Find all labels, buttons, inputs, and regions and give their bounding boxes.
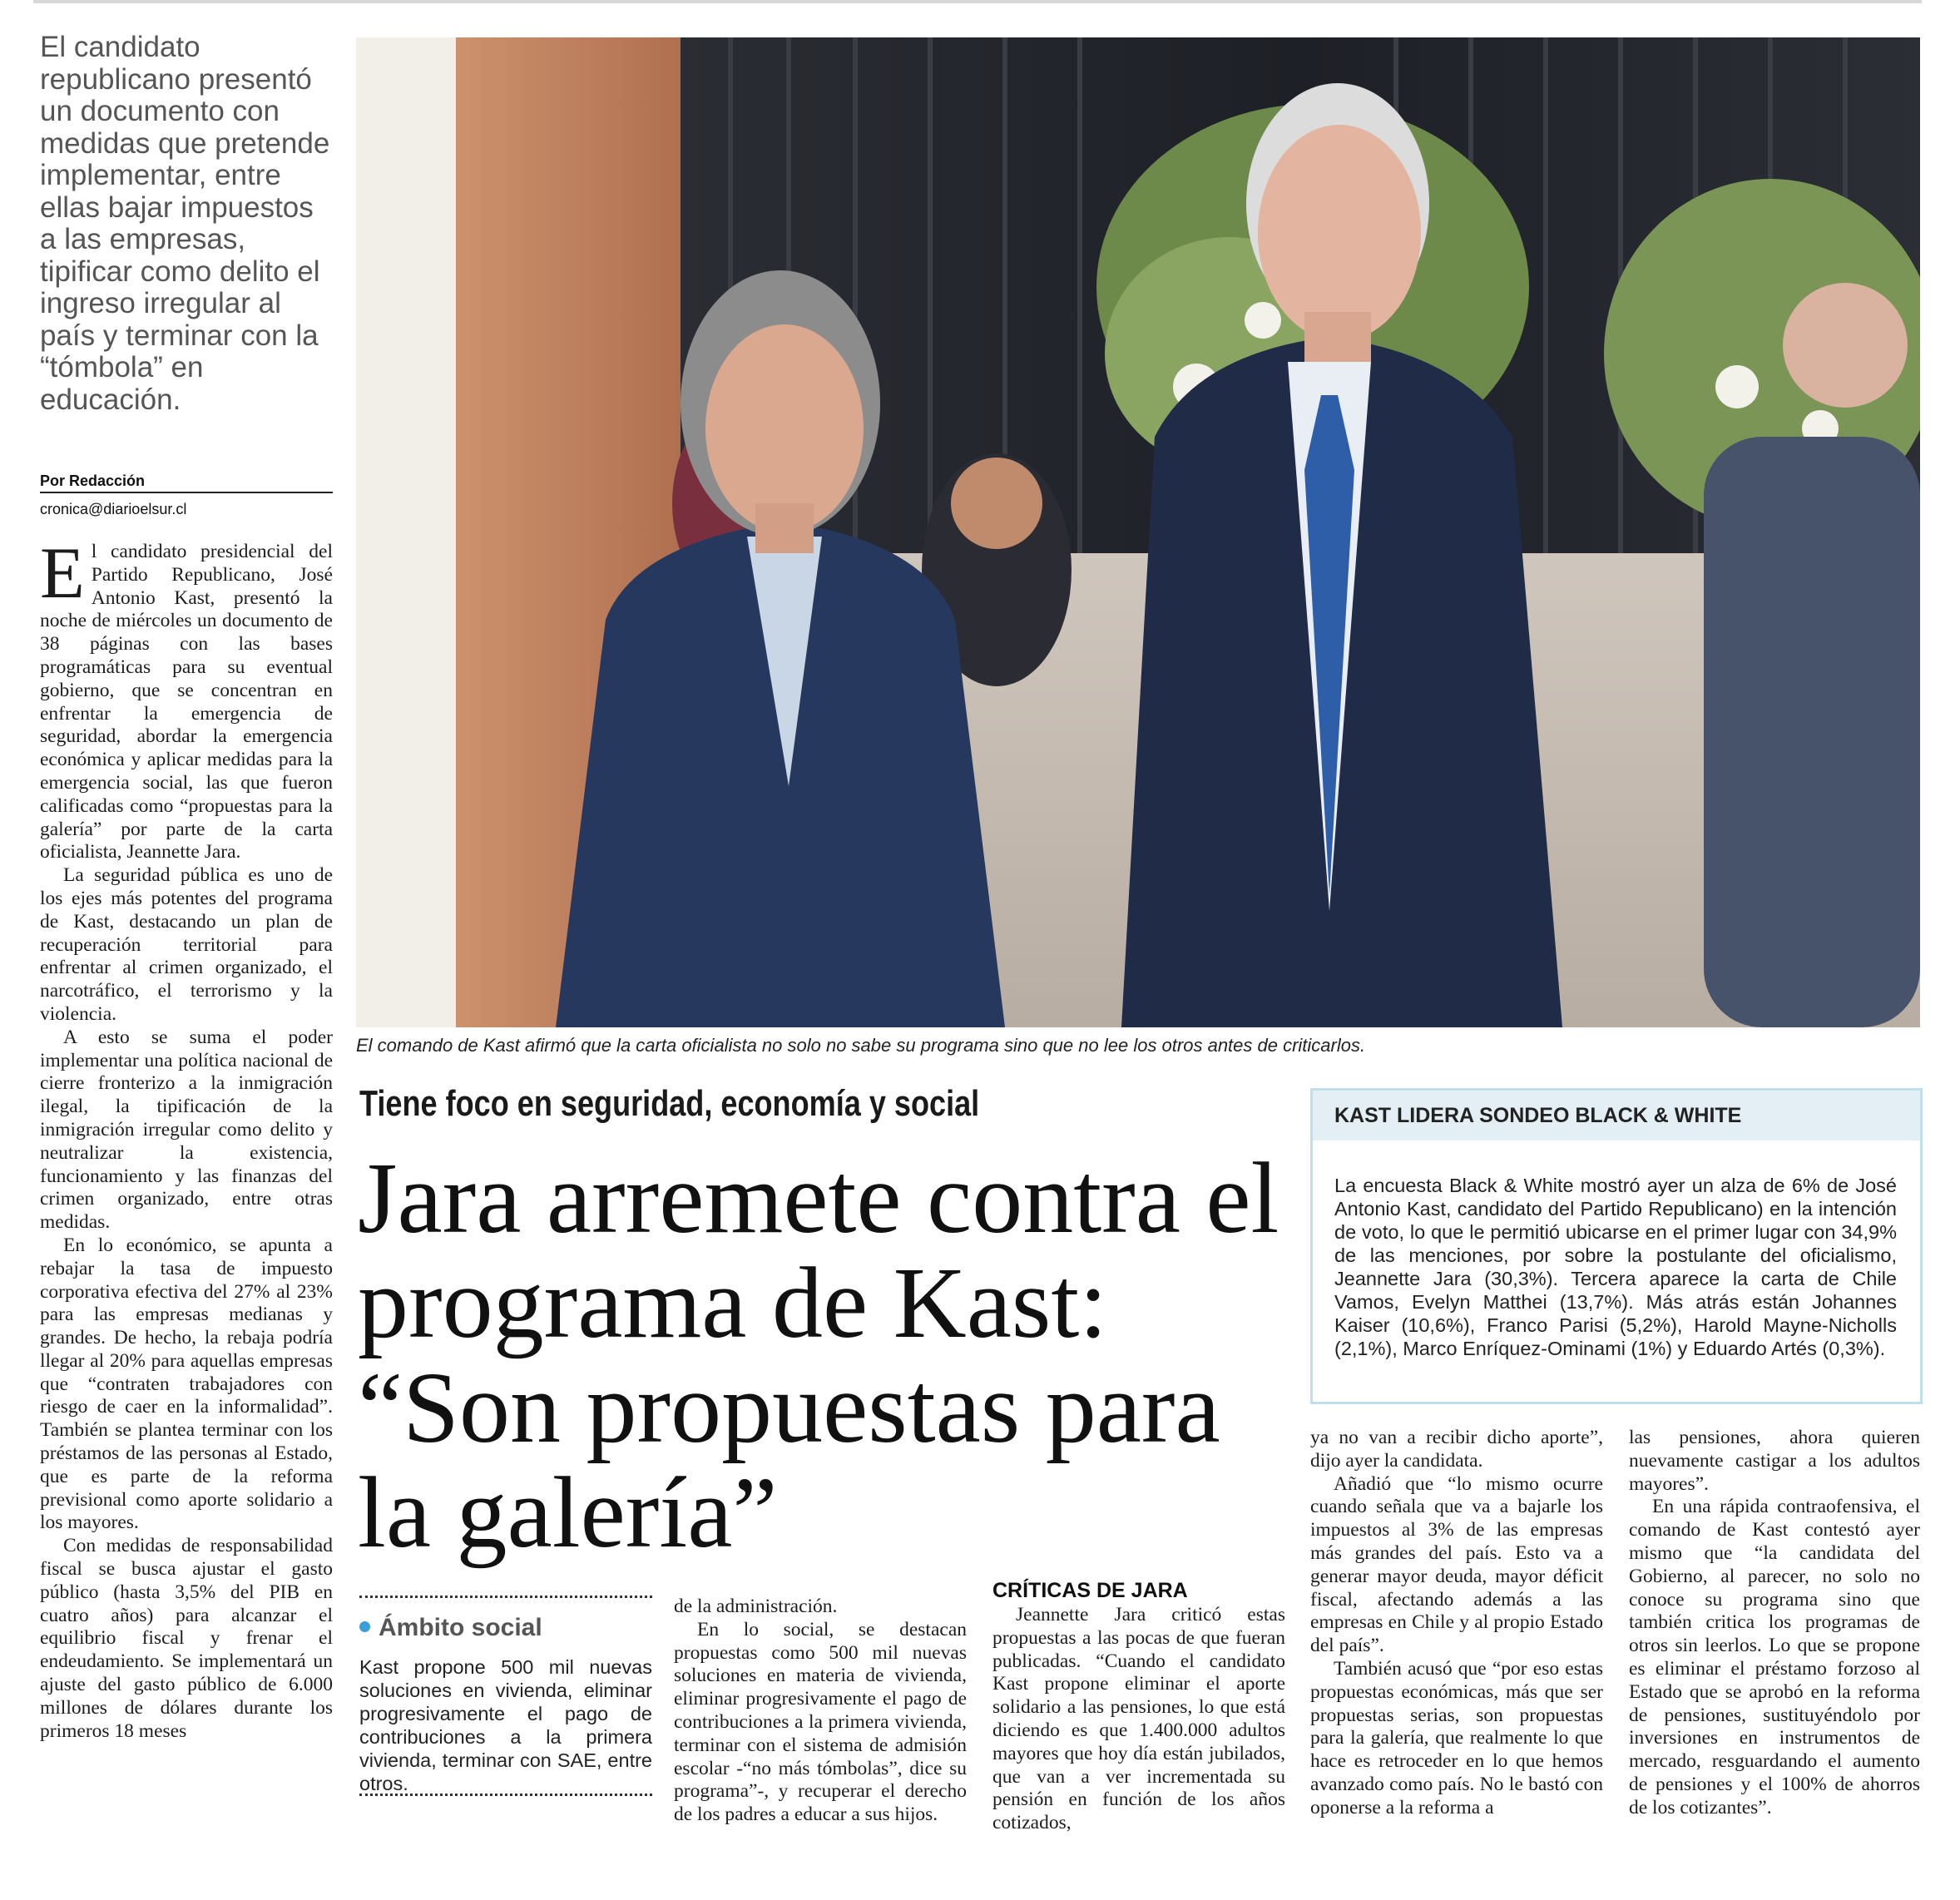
drop-cap: E — [40, 533, 85, 614]
paragraph: La seguridad pública es uno de los ejes más potentes del programa de Kast, destacando un plan de recuperación territorial para enfrentar al crimen organizado, el narcotráfico, el terrorismo y la violencia. — [40, 864, 333, 1025]
author-email[interactable]: cronica@diarioelsur.cl — [40, 501, 187, 517]
paragraph: En lo económico, se apunta a rebajar la tasa de impuesto corporativa efectiva del 27% al 23% para las empresas medianas y grandes. De hecho, la rebaja podría llegar al 20% para aquellas empresas que “contraten trabajadores con riesgo de caer en la informalidad”. También se plantea terminar con los préstamos de las personas al Estado, que es parte de la reforma previsional como aporte solidario a los mayores. — [40, 1234, 333, 1534]
byline: Por Redacción — [40, 473, 333, 493]
sidebar-box — [1310, 1088, 1923, 1404]
article-deck: El candidato republicano presentó un documento con medidas que pretende implementar, entre ellas bajar impuestos a las empresas, tipificar como delito el ingreso irregular al país y terminar con la “tómbola” en educación. — [40, 31, 330, 416]
body-column-4 — [1310, 1427, 1603, 1820]
body-column-3 — [992, 1604, 1285, 1835]
kicker: Tiene foco en seguridad, economía y social — [359, 1083, 980, 1124]
ambito-title-text: Ámbito social — [379, 1614, 542, 1641]
ambito-title — [359, 1614, 542, 1642]
ambito-body: Kast propone 500 mil nuevas soluciones en vivienda, eliminar progresivamente el pago de contribuciones a la primera vivienda, terminar con SAE, entre otros. — [359, 1656, 652, 1794]
paragraph: de la administración. — [674, 1596, 838, 1617]
paragraph: En lo social, se destacan propuestas como 500 mil nuevas soluciones en materia de vivienda, eliminar progresivamente el pago de contribuciones a la primera vivienda, terminar con el sistema de admisión escolar -“no más tómbolas”, dice su programa”-, y recuperar el derecho de los padres a educar a sus hijos. — [674, 1618, 967, 1826]
paragraph: Añadió que “lo mismo ocurre cuando señala que va a bajarle los impuestos al 3% de las empresas más grandes del país. Esto va a generar mayor deuda, mayor déficit fiscal, afectando además a las empresas en Chile y al propio Estado del país”. — [1310, 1472, 1603, 1657]
paragraph: l candidato presidencial del Partido Republicano, José Antonio Kast, presentó la noche de miércoles un documento de 38 páginas con las bases programáticas para su eventual gobierno, que se concentran en enfrentar la emergencia de seguridad, abordar la emergencia económica y aplicar medidas para la emergencia social, las que fueron calificadas como “propuestas para la galería” por parte de la carta oficialista, Jeannette Jara. — [40, 541, 333, 863]
paragraph: En una rápida contraofensiva, el comando de Kast contestó ayer mismo que “la candidata del Gobierno, al parecer, no solo no conoce su programa sino que también critica los programas de otros sin leerlos. Lo que se propone es eliminar el préstamo forzoso al Estado que se aprobó en la reforma de pensiones, sustituyéndolo por inversiones en instrumentos de mercado, resguardando el aumento de pensiones y el 100% de ahorros de los cotizantes”. — [1629, 1496, 1920, 1818]
photo-caption: El comando de Kast afirmó que la carta oficialista no solo no sabe su programa sino que no lee los otros antes de criticarlos. — [356, 1035, 1366, 1056]
paragraph: Con medidas de responsabilidad fiscal se busca ajustar el gasto público (hasta 3,5% del PIB en cuatro años) para alcanzar el equilibrio fiscal y frenar el endeudamiento. Se implementará un ajuste del gasto público de 6.000 millones de dólares durante los primeros 18 meses — [40, 1535, 333, 1742]
criticas-subhead: CRÍTICAS DE JARA — [992, 1579, 1188, 1602]
paragraph: También acusó que “por eso estas propuestas económicas, más que ser propuestas serias, son propuestas para la galería, que realmente lo que hace es retroceder en lo que hemos avanzado como país. No le bastó con oponerse a la reforma a — [1310, 1657, 1603, 1818]
paragraph: A esto se suma el poder implementar una política nacional de cierre fronterizo a la inmigración ilegal, la tipificación de la inmigración irregular como delito y neutralizar la existencia, funcionamiento y las finanzas del crimen organizado, entre otras medidas. — [40, 1026, 333, 1234]
sidebar-body: La encuesta Black & White mostró ayer un alza de 6% de José Antonio Kast, candidato del Partido Republicano) en la intención de voto, lo que le permitió ubicarse en el primer lugar con 34,9% de las menciones, por sobre la postulante del oficialismo, Jeannette Jara (30,3%). Tercera aparece la carta de Chile Vamos, Evelyn Matthei (13,7%). Más atrás están Johannes Kaiser (10,6%), Franco Parisi (5,2%), Harold Mayne-Nicholls (2,1%), Marco Enríquez-Ominami (1%) y Eduardo Artés (0,3%). — [1334, 1175, 1897, 1359]
bullet-dot-icon — [359, 1621, 370, 1632]
photo-illustration — [356, 37, 1920, 1027]
headline: Jara arremete contra el programa de Kast: “Son propuestas para la galería” — [358, 1142, 1279, 1569]
paragraph: las pensiones, ahora quieren nuevamente castigar a los adultos mayores”. — [1629, 1427, 1920, 1495]
paragraph: ya no van a recibir dicho aporte”, dijo ayer la candidata. — [1310, 1427, 1603, 1472]
paragraph: Jeannette Jara criticó estas propuestas a las pocas de que fueran publicadas. “Cuando el candidato Kast propone eliminar el aporte solidario a las pensiones, lo que está diciendo es que 1.400.000 adultos mayores que hoy día están jubilados, que van a ver incrementada su pensión en función de los años cotizados, — [992, 1604, 1285, 1834]
body-column-5 — [1629, 1427, 1920, 1820]
article-photo — [356, 37, 1920, 1027]
dotted-rule — [359, 1794, 652, 1796]
top-rule — [33, 0, 1922, 3]
dotted-rule — [359, 1596, 652, 1598]
sidebar-title: KAST LIDERA SONDEO BLACK & WHITE — [1313, 1091, 1920, 1140]
body-column-1 — [40, 533, 333, 1743]
body-column-2 — [674, 1596, 967, 1827]
